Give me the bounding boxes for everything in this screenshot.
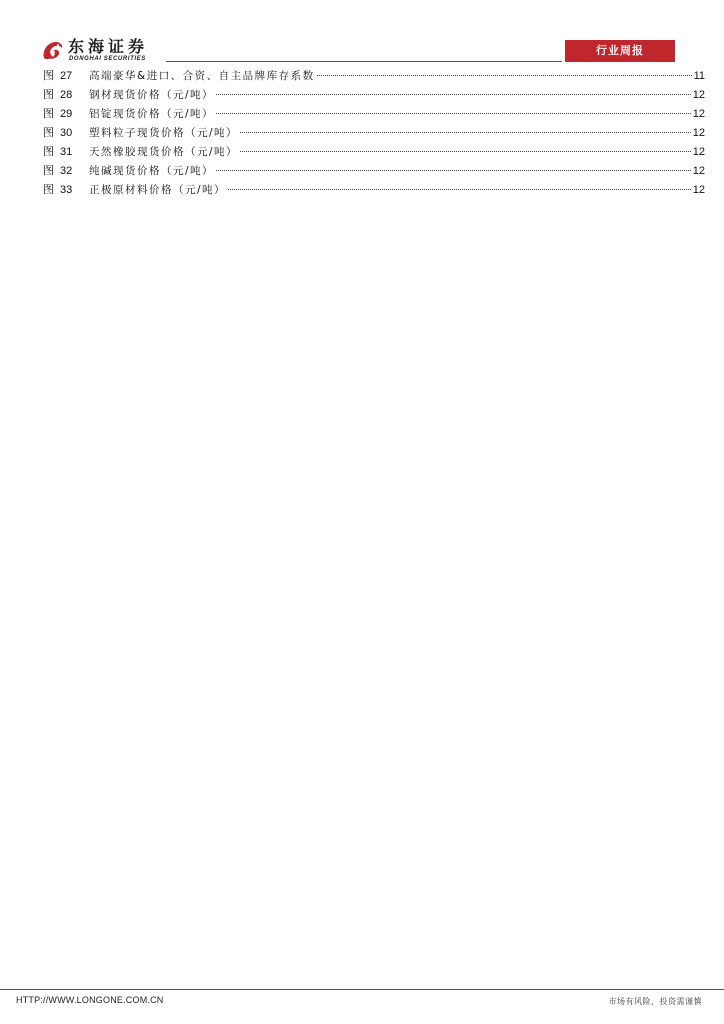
figure-label: 图 [43, 107, 54, 120]
figure-label: 图 [43, 126, 54, 139]
report-type-tag: 行业周报 [565, 40, 675, 62]
dot-leader [216, 112, 691, 114]
toc-entry[interactable] [43, 66, 705, 85]
dot-leader [317, 74, 692, 76]
figure-label: 图 [43, 88, 54, 101]
toc-entry[interactable] [43, 85, 705, 104]
figure-title: 塑料粒子现货价格（元/吨） [89, 127, 239, 139]
page-number: 12 [692, 184, 705, 196]
figure-index: 30 [60, 127, 73, 139]
header-divider [166, 61, 562, 62]
dot-leader [228, 188, 691, 190]
figure-number [43, 104, 87, 124]
dot-leader [216, 169, 691, 171]
page-number: 12 [692, 108, 705, 120]
figure-index: 32 [60, 165, 73, 177]
figure-index: 28 [60, 89, 73, 101]
figure-label: 图 [43, 145, 54, 158]
logo-dragon-icon [40, 38, 66, 64]
figure-index: 27 [60, 70, 73, 82]
footer-divider [0, 989, 724, 990]
toc-entry[interactable] [43, 142, 705, 161]
page-number: 11 [693, 70, 705, 82]
figure-number [43, 85, 87, 105]
figure-title: 钢材现货价格（元/吨） [89, 89, 215, 101]
toc-entry[interactable] [43, 104, 705, 123]
figure-title: 正极原材料价格（元/吨） [89, 184, 227, 196]
figure-title: 纯碱现货价格（元/吨） [89, 165, 215, 177]
page-number: 12 [692, 146, 705, 158]
logo-english-name: DONGHAI SECURITIES [69, 56, 146, 62]
figure-number [43, 161, 87, 181]
dot-leader [216, 93, 691, 95]
dot-leader [240, 150, 691, 152]
figure-label: 图 [43, 164, 54, 177]
figure-index: 33 [60, 184, 73, 196]
figure-number [43, 142, 87, 162]
figure-number [43, 123, 87, 143]
company-logo [40, 38, 170, 64]
figure-number [43, 66, 87, 86]
toc-entry[interactable] [43, 180, 705, 199]
toc-entry[interactable] [43, 161, 705, 180]
risk-disclaimer: 市场有风险，投资需谨慎 [608, 997, 702, 1006]
figure-title: 铝锭现货价格（元/吨） [89, 108, 215, 120]
page-number: 12 [692, 89, 705, 101]
page-header [0, 0, 724, 72]
page-number: 12 [692, 165, 705, 177]
figure-index: 29 [60, 108, 73, 120]
figure-index: 31 [60, 146, 73, 158]
figure-title: 天然橡胶现货价格（元/吨） [89, 146, 239, 158]
figure-title: 高端豪华&进口、合资、自主品牌库存系数 [89, 70, 315, 82]
logo-chinese-name: 东海证券 [68, 37, 149, 56]
figure-label: 图 [43, 69, 54, 82]
toc-entry[interactable] [43, 123, 705, 142]
figure-label: 图 [43, 183, 54, 196]
page-number: 12 [692, 127, 705, 139]
dot-leader [240, 131, 691, 133]
figure-number [43, 180, 87, 200]
figure-list [43, 66, 705, 199]
footer-url-link[interactable]: HTTP://WWW.LONGONE.COM.CN [16, 995, 164, 1005]
